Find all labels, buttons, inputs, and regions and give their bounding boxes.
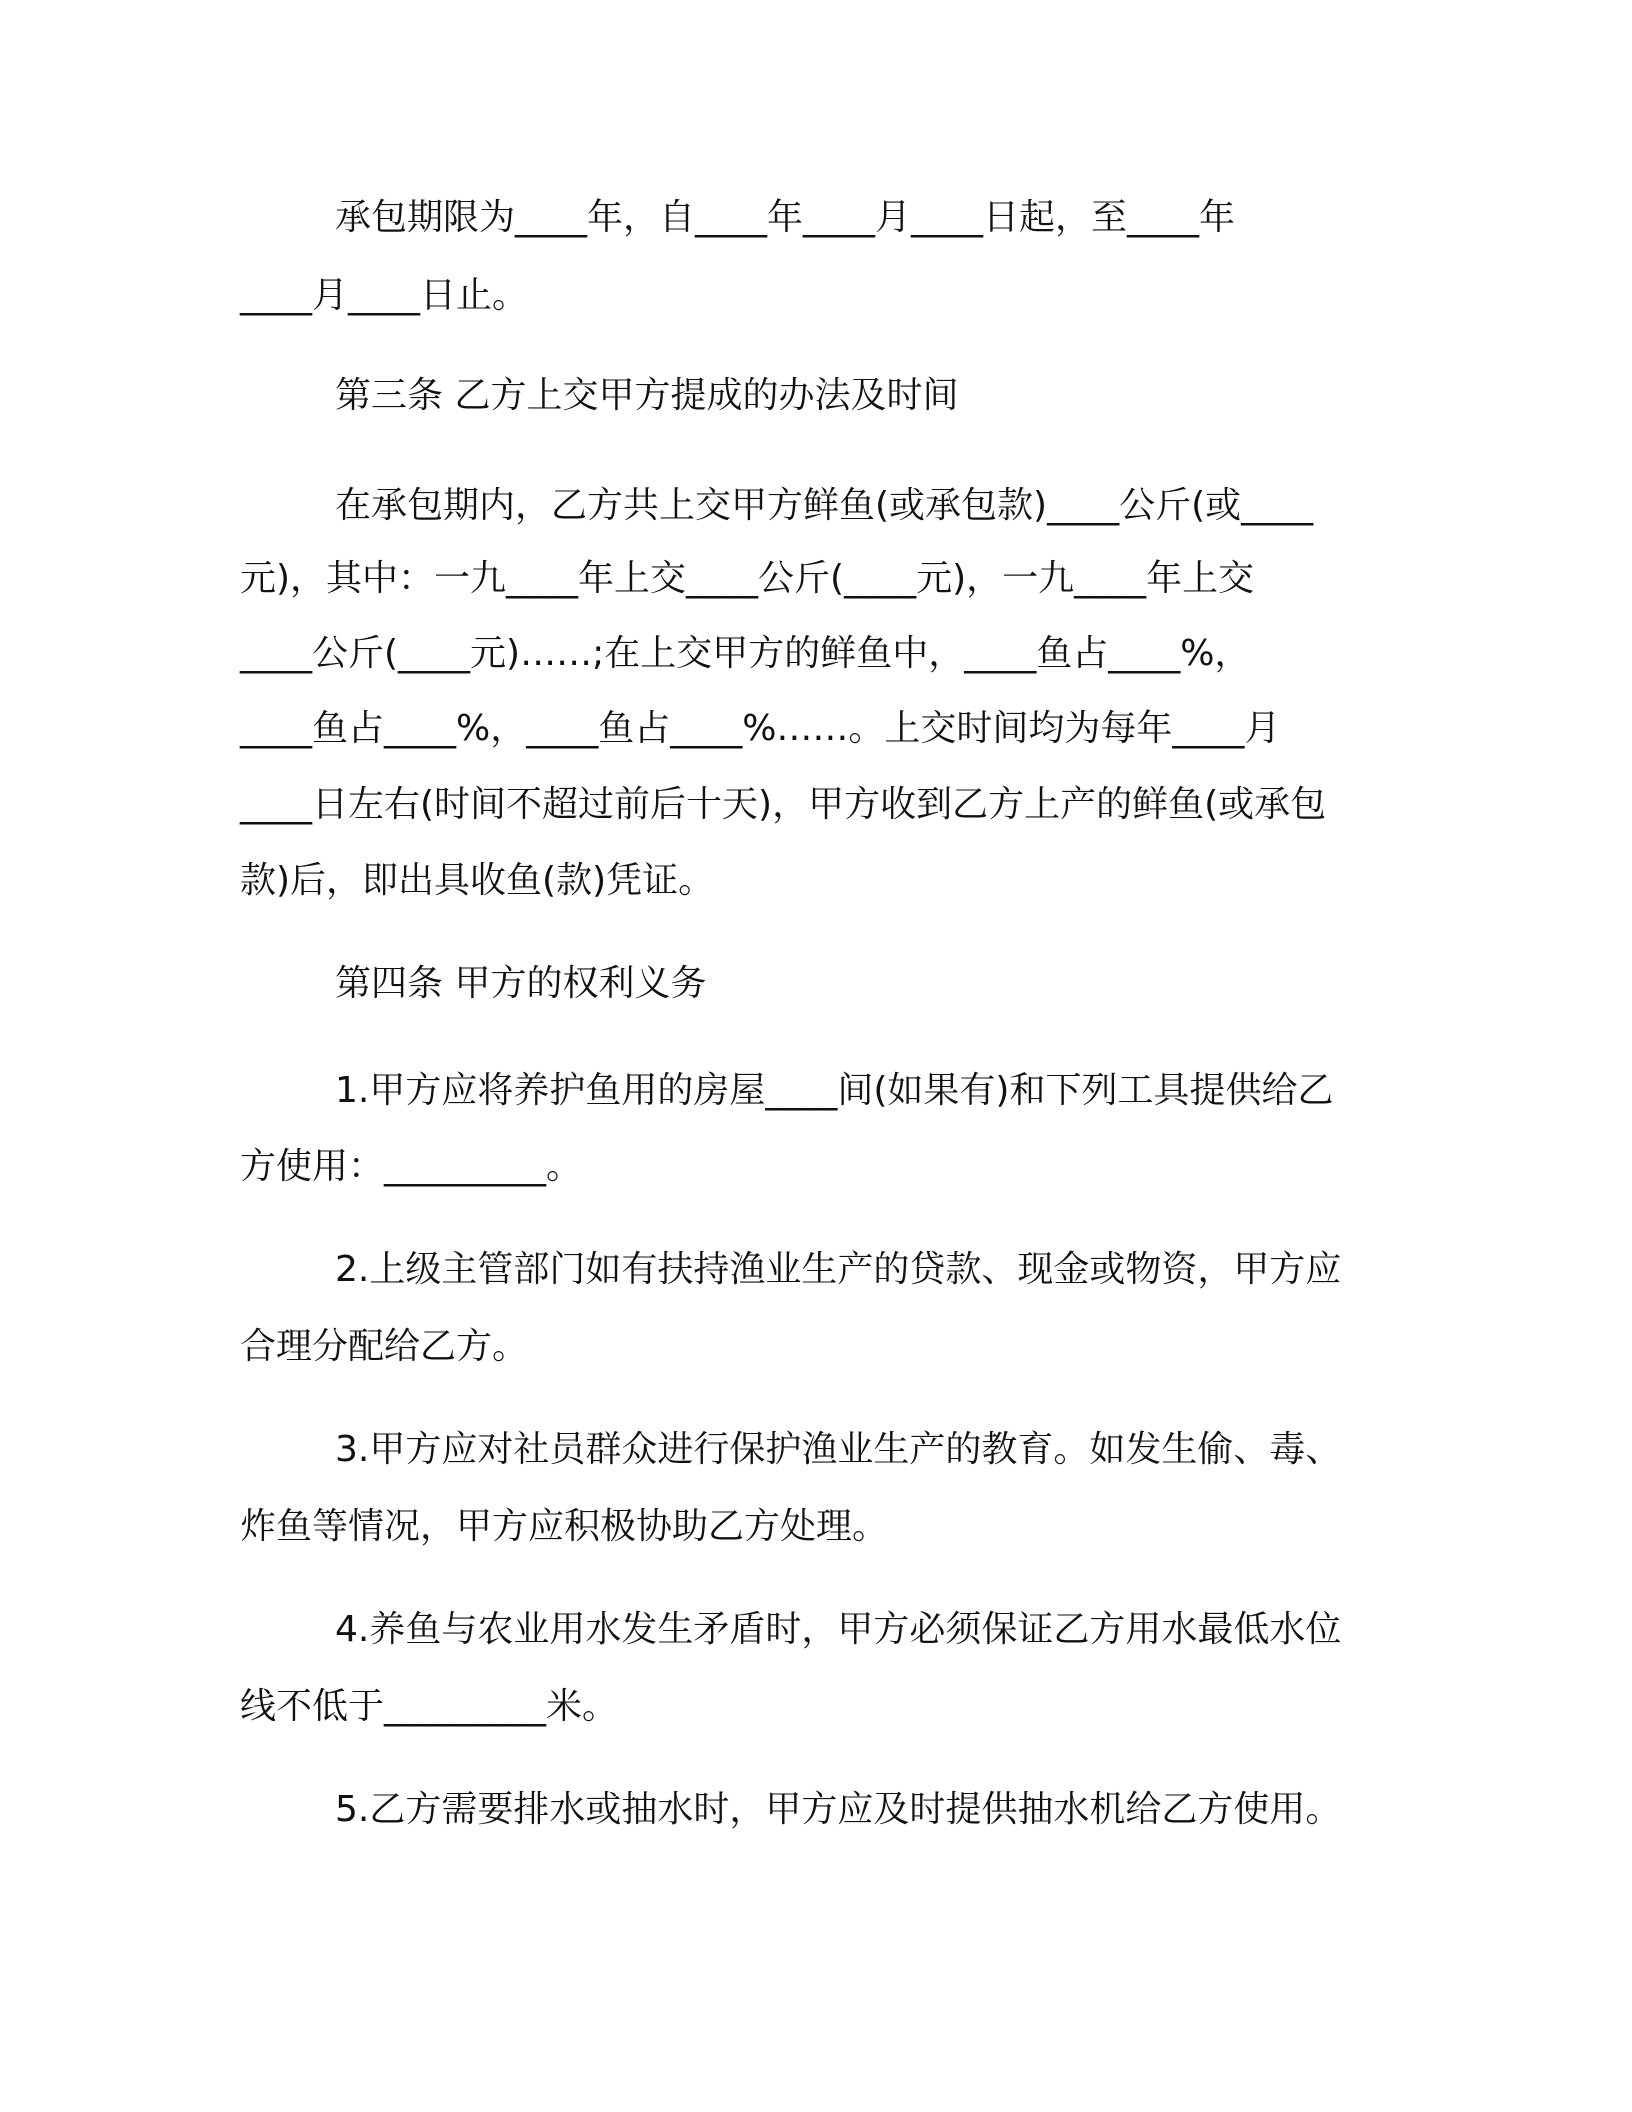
text-line: 合理分配给乙方。	[240, 1326, 529, 1367]
text-line: ____月____日止。	[240, 275, 529, 316]
text-line: ____日左右(时间不超过前后十天)，甲方收到乙方上产的鲜鱼(或承包	[240, 784, 1327, 825]
text-line: 5.乙方需要排水或抽水时，甲方应及时提供抽水机给乙方使用。	[335, 1789, 1342, 1830]
text-line: 3.甲方应对社员群众进行保护渔业生产的教育。如发生偷、毒、	[335, 1429, 1342, 1470]
text-line: 承包期限为____年，自____年____月____日起，至____年	[335, 197, 1236, 238]
section-heading: 第四条 甲方的权利义务	[335, 963, 707, 1004]
text-line: 1.甲方应将养护鱼用的房屋____间(如果有)和下列工具提供给乙	[335, 1070, 1334, 1111]
text-line: 2.上级主管部门如有扶持渔业生产的贷款、现金或物资，甲方应	[335, 1249, 1342, 1290]
text-line: 款)后，即出具收鱼(款)凭证。	[240, 860, 715, 901]
section-heading: 第三条 乙方上交甲方提成的办法及时间	[335, 375, 959, 416]
text-line: ____鱼占____%，____鱼占____%……。上交时间均为每年____月	[240, 708, 1281, 749]
text-line: 方使用：_________。	[240, 1146, 583, 1187]
text-line: 在承包期内，乙方共上交甲方鲜鱼(或承包款)____公斤(或____	[335, 485, 1314, 526]
text-line: 炸鱼等情况，甲方应积极协助乙方处理。	[240, 1506, 889, 1547]
text-line: 元)，其中：一九____年上交____公斤(____元)，一九____年上交	[240, 558, 1255, 599]
text-line: 线不低于_________米。	[240, 1686, 619, 1727]
text-line: 4.养鱼与农业用水发生矛盾时，甲方必须保证乙方用水最低水位	[335, 1609, 1342, 1650]
text-line: ____公斤(____元)……;在上交甲方的鲜鱼中，____鱼占____%，	[240, 633, 1251, 674]
